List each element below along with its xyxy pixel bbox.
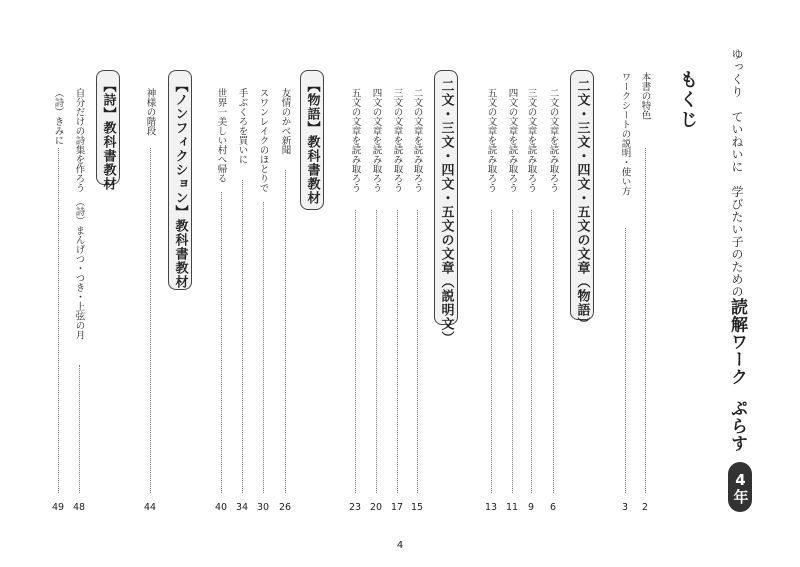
section-heading: 二文・三文・四文・五文の文章（物語） — [570, 70, 594, 320]
series-title-pre: ゆっくり ていねいに 学びたい子のための — [730, 48, 744, 298]
toc-entry-title: 神様の階段 — [144, 88, 156, 136]
section-heading: 二文・三文・四文・五文の文章（説明文） — [434, 70, 458, 325]
toc-entry-title: スワンレイクのほとりで — [257, 88, 269, 193]
leader-dots — [58, 148, 59, 493]
section-heading: 【詩】教科書教材 — [96, 70, 120, 185]
toc-entry-page: 40 — [214, 502, 228, 513]
toc-entry-page: 30 — [256, 502, 270, 513]
leader-dots — [376, 210, 377, 493]
toc-entry-title: 二文の文章を読み取ろう — [411, 88, 423, 193]
toc-entry-title: 四文の文章を読み取ろう — [506, 88, 518, 193]
series-title-main: 読解ワーク — [727, 298, 747, 386]
toc-entry-title: 三文の文章を読み取ろう — [525, 88, 537, 193]
toc-entry-title: 自分だけの詩集を作ろう （詩）まんげつ・つき・上弦の月 — [73, 88, 85, 340]
toc-entry-title: 四文の文章を読み取ろう — [370, 88, 382, 193]
leader-dots — [645, 148, 646, 493]
toc-entry-page: 15 — [410, 502, 424, 513]
toc-entry-page: 11 — [505, 502, 519, 513]
toc-entry-title: 五文の文章を読み取ろう — [485, 88, 497, 193]
toc-title: もくじ — [677, 70, 698, 130]
leader-dots — [221, 192, 222, 493]
leader-dots — [512, 210, 513, 493]
leader-dots — [625, 228, 626, 493]
toc-entry-title: 友情のかべ新聞 — [279, 88, 291, 155]
toc-entry-page: 26 — [278, 502, 292, 513]
leader-dots — [355, 210, 356, 493]
page-number: 4 — [396, 540, 404, 551]
series-title-post: ぷらす — [727, 399, 747, 452]
toc-entry-title: 手ぶくろを買いに — [236, 88, 248, 164]
leader-dots — [242, 180, 243, 493]
section-heading: 【物語】教科書教材 — [300, 70, 324, 210]
leader-dots — [285, 170, 286, 493]
toc-entry-page: 3 — [621, 502, 629, 513]
toc-entry-page: 13 — [484, 502, 498, 513]
toc-entry-page: 20 — [369, 502, 383, 513]
series-title — [728, 48, 745, 452]
toc-entry-page: 6 — [549, 502, 557, 513]
toc-entry-title: 三文の文章を読み取ろう — [391, 88, 403, 193]
section-heading: 【ノンフィクション】教科書教材 — [168, 70, 192, 290]
toc-entry-title: （詩）きみに — [52, 88, 64, 145]
leader-dots — [417, 210, 418, 493]
grade-badge: 4年 — [728, 462, 752, 512]
leader-dots — [531, 210, 532, 493]
toc-entry-page: 2 — [641, 502, 649, 513]
toc-entry-page: 49 — [51, 502, 65, 513]
toc-entry-page: 9 — [527, 502, 535, 513]
leader-dots — [79, 365, 80, 493]
leader-dots — [263, 202, 264, 493]
toc-entry-title: 世界一美しい村へ帰る — [215, 88, 227, 183]
leader-dots — [150, 148, 151, 493]
toc-entry-title: 本書の特色 — [639, 72, 651, 120]
leader-dots — [397, 210, 398, 493]
toc-entry-page: 34 — [235, 502, 249, 513]
leader-dots — [491, 210, 492, 493]
toc-entry-page: 17 — [390, 502, 404, 513]
toc-entry-title: 二文の文章を読み取ろう — [547, 88, 559, 193]
toc-entry-title: ワークシートの説明・使い方 — [619, 72, 631, 196]
toc-entry-title: 五文の文章を読み取ろう — [349, 88, 361, 193]
toc-entry-page: 23 — [348, 502, 362, 513]
toc-entry-page: 48 — [72, 502, 86, 513]
toc-entry-page: 44 — [143, 502, 157, 513]
leader-dots — [553, 210, 554, 493]
